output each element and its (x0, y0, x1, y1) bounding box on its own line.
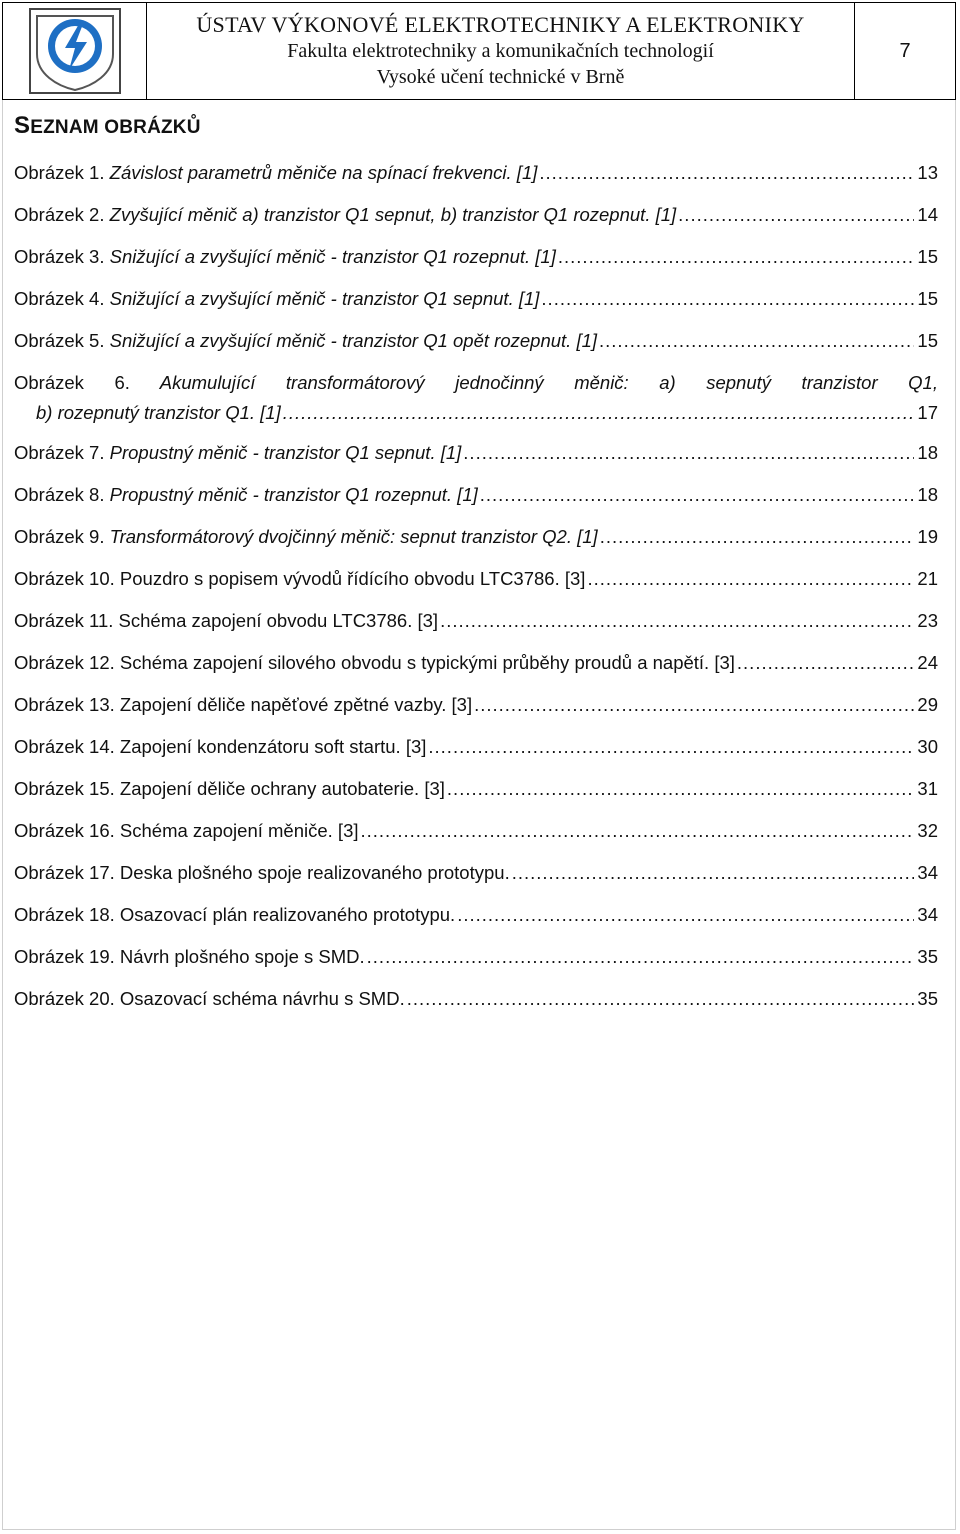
list-item-title: Deska plošného spoje realizovaného prototypu. (119, 862, 510, 883)
list-item-line (14, 158, 938, 188)
list-item-label: Obrázek 7. (14, 442, 110, 463)
dot-leader (283, 398, 915, 428)
dot-leader (558, 242, 915, 272)
list-item[interactable] (14, 480, 938, 510)
list-item-page: 17 (917, 402, 938, 423)
list-item-title: Schéma zapojení silového obvodu s typickými průběhy proudů a napětí. [3] (119, 652, 735, 673)
list-item-label: Obrázek 16. (14, 820, 120, 841)
list-item-page: 13 (917, 162, 938, 183)
list-item-page: 18 (917, 484, 938, 505)
list-item-label: Obrázek 12. (14, 652, 120, 673)
list-item-page: 15 (917, 288, 938, 309)
list-item-page: 23 (917, 610, 938, 631)
dot-leader (512, 858, 915, 888)
list-item-page: 15 (917, 246, 938, 267)
list-item-title: Transformátorový dvojčinný měnič: sepnut tranzistor Q2. [1] (109, 526, 598, 547)
list-item-line (14, 284, 938, 314)
list-item-page: 35 (917, 946, 938, 967)
list-item-label: Obrázek 20. (14, 988, 120, 1009)
list-item-line (14, 522, 938, 552)
list-item-page: 32 (917, 820, 938, 841)
dot-leader (539, 158, 914, 188)
list-item[interactable] (14, 648, 938, 678)
dot-leader (440, 606, 914, 636)
list-item-label: Obrázek 3. (14, 246, 110, 267)
list-item[interactable] (14, 606, 938, 636)
list-item-line (14, 326, 938, 356)
list-item-label: Obrázek 19. (14, 946, 120, 967)
list-item-line (14, 774, 938, 804)
list-item-line (14, 438, 938, 468)
list-item[interactable] (14, 774, 938, 804)
list-item-title: Snižující a zvyšující měnič - tranzistor Q1 opět rozepnut. [1] (109, 330, 598, 351)
list-item-label: Obrázek 2. (14, 204, 110, 225)
list-item-line (14, 200, 938, 230)
list-item-title: Schéma zapojení měniče. [3] (119, 820, 359, 841)
list-item-page: 34 (917, 862, 938, 883)
list-item[interactable] (14, 438, 938, 468)
list-item-line (14, 606, 938, 636)
list-item[interactable] (14, 368, 938, 428)
list-item[interactable] (14, 564, 938, 594)
list-item-title: Zapojení děliče ochrany autobaterie. [3] (119, 778, 445, 799)
page-frame (2, 2, 956, 1530)
list-item-second-line (14, 398, 938, 428)
dot-leader (480, 480, 915, 510)
list-item-label: Obrázek 9. (14, 526, 110, 547)
list-item-first-line (14, 368, 938, 398)
list-item[interactable] (14, 522, 938, 552)
header-title-block (147, 3, 855, 99)
header-page-number: 7 (899, 39, 911, 62)
list-item-page: 19 (917, 526, 938, 547)
list-item-label: Obrázek 11. (14, 610, 119, 631)
heading-initial: S (14, 112, 31, 139)
list-item-title: b) rozepnutý tranzistor Q1. [1] (36, 402, 281, 423)
list-item-title: Propustný měnič - tranzistor Q1 sepnut. [1] (109, 442, 462, 463)
list-item-title: Osazovací plán realizovaného prototypu. (119, 904, 456, 925)
list-item-label: Obrázek 5. (14, 330, 110, 351)
list-item[interactable] (14, 900, 938, 930)
list-item-label: Obrázek 14. (14, 736, 120, 757)
list-item-title: Snižující a zvyšující měnič - tranzistor Q1 sepnut. [1] (109, 288, 540, 309)
list-item[interactable] (14, 816, 938, 846)
list-item-page: 21 (917, 568, 938, 589)
dot-leader (600, 522, 915, 552)
list-item-line (14, 732, 938, 762)
dot-leader (599, 326, 914, 356)
list-item-label: Obrázek 8. (14, 484, 110, 505)
list-item-title: Osazovací schéma návrhu s SMD. (119, 988, 405, 1009)
list-item[interactable] (14, 942, 938, 972)
list-item-line (14, 480, 938, 510)
dot-leader (737, 648, 915, 678)
list-item-label: Obrázek 4. (14, 288, 110, 309)
list-item-title: Závislost parametrů měniče na spínací frekvenci. [1] (109, 162, 538, 183)
list-item-label: Obrázek 15. (14, 778, 120, 799)
list-item-line (14, 242, 938, 272)
list-item-page: 14 (917, 204, 938, 225)
dot-leader (457, 900, 914, 930)
list-item-line (14, 816, 938, 846)
dot-leader (463, 438, 914, 468)
list-item-line (14, 690, 938, 720)
list-item-title: Propustný měnič - tranzistor Q1 rozepnut. [1] (109, 484, 478, 505)
list-item[interactable] (14, 284, 938, 314)
list-item-line (14, 648, 938, 678)
list-item[interactable] (14, 732, 938, 762)
list-item-label: Obrázek 18. (14, 904, 120, 925)
section-heading (14, 112, 201, 140)
list-item-title: Pouzdro s popisem vývodů řídícího obvodu LTC3786. [3] (119, 568, 586, 589)
list-item[interactable] (14, 690, 938, 720)
institute-name: ÚSTAV VÝKONOVÉ ELEKTROTECHNIKY A ELEKTRONIKY (196, 12, 805, 37)
list-item-page: 24 (917, 652, 938, 673)
list-item-label: Obrázek 13. (14, 694, 120, 715)
list-item-label: Obrázek 17. (14, 862, 120, 883)
list-item-label: Obrázek 1. (14, 162, 110, 183)
list-item-line (14, 942, 938, 972)
list-item-title: Schéma zapojení obvodu LTC3786. [3] (118, 610, 439, 631)
list-item-title: Zvyšující měnič a) tranzistor Q1 sepnut, b) tranzistor Q1 rozepnut. [1] (109, 204, 677, 225)
list-item-title: Zapojení kondenzátoru soft startu. [3] (119, 736, 427, 757)
list-item-line (14, 858, 938, 888)
list-item[interactable] (14, 242, 938, 272)
university-name: Vysoké učení technické v Brně (376, 66, 625, 88)
list-item-page: 18 (917, 442, 938, 463)
list-item-title: Návrh plošného spoje s SMD. (119, 946, 365, 967)
list-item-title: Akumulující transformátorový jednočinný měnič: a) sepnutý tranzistor Q1, (129, 372, 938, 393)
dot-leader (541, 284, 914, 314)
list-item-line (14, 564, 938, 594)
dot-leader (678, 200, 914, 230)
list-item-page: 31 (917, 778, 938, 799)
dot-leader (361, 816, 915, 846)
list-item-page: 29 (917, 694, 938, 715)
list-item-page: 34 (917, 904, 938, 925)
list-item-title: Snižující a zvyšující měnič - tranzistor Q1 rozepnut. [1] (109, 246, 556, 267)
dot-leader (447, 774, 915, 804)
list-item[interactable] (14, 326, 938, 356)
dot-leader (407, 984, 915, 1014)
heading-rest: EZNAM OBRÁZKŮ (30, 117, 201, 138)
list-item-page: 15 (917, 330, 938, 351)
list-item[interactable] (14, 158, 938, 188)
list-item-line (14, 984, 938, 1014)
list-item[interactable] (14, 858, 938, 888)
list-item-page: 35 (917, 988, 938, 1009)
list-item-title: Zapojení děliče napěťové zpětné vazby. [3] (119, 694, 473, 715)
list-item-page: 30 (917, 736, 938, 757)
page-header (2, 2, 956, 100)
list-item-line (14, 900, 938, 930)
list-item-label: Obrázek 6. (14, 372, 130, 393)
logo-cell (3, 3, 147, 99)
dot-leader (428, 732, 914, 762)
list-item[interactable] (14, 200, 938, 230)
dot-leader (367, 942, 915, 972)
faculty-name: Fakulta elektrotechniky a komunikačních technologií (287, 40, 714, 62)
dot-leader (587, 564, 914, 594)
university-shield-logo-icon (29, 8, 121, 94)
list-item-label: Obrázek 10. (14, 568, 120, 589)
dot-leader (474, 690, 914, 720)
list-item[interactable] (14, 984, 938, 1014)
